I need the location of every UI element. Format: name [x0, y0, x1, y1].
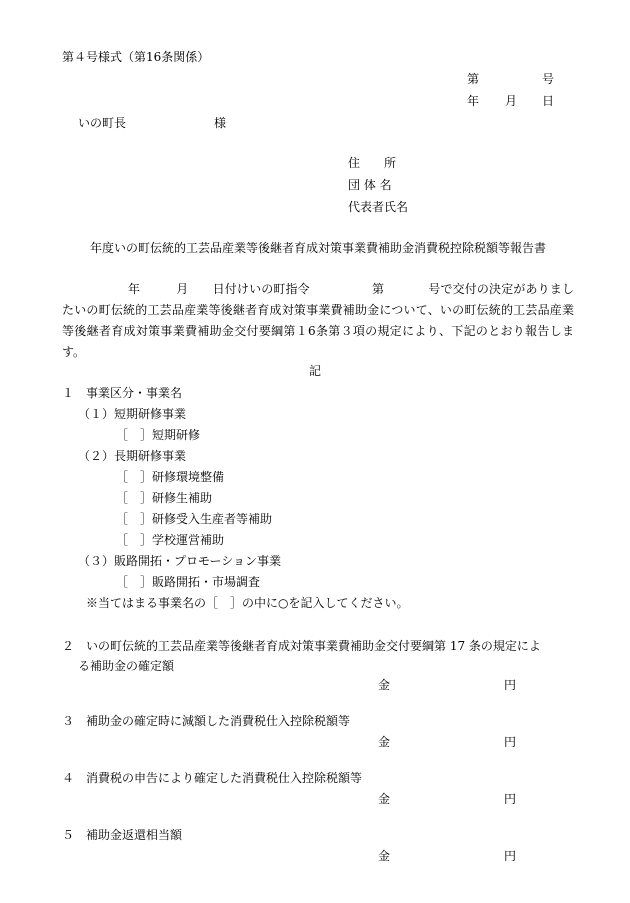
section5-amount-kin: 金 — [378, 849, 391, 863]
body-rest: 号で交付の決定がありましたいの町伝統的工芸品産業等後継者育成対策事業費補助金について、いの町伝統的工芸品産業等後継者育成対策事業費補助金交付要綱第１6条第３項の規定により、下記のとおり報告します。 — [62, 282, 574, 359]
date-month: 月 — [505, 94, 518, 108]
section1-note: ※当てはまる事業名の［ ］の中に○を記入してください。 — [86, 596, 409, 610]
section3-amount-yen: 円 — [504, 735, 517, 749]
body-paragraph — [62, 279, 574, 363]
date-day: 日 — [542, 94, 555, 108]
doc-number-go: 号 — [542, 72, 555, 86]
section1-item-producer-aid: ［ ］研修受入生産者等補助 — [116, 512, 273, 526]
address-label: 住 所 — [348, 156, 397, 170]
section1-category-1: （１）短期研修事業 — [78, 407, 187, 421]
section2-amount-yen: 円 — [504, 678, 517, 692]
ki-heading: 記 — [309, 364, 322, 378]
section2-heading-line2: る補助金の確定額 — [78, 659, 175, 673]
section1-item-trainee-aid: ［ ］研修生補助 — [116, 491, 213, 505]
section3-amount-kin: 金 — [378, 735, 391, 749]
date-year: 年 — [467, 94, 480, 108]
section1-category-3: （３）販路開拓・プロモーション事業 — [78, 554, 282, 568]
section2-heading-line1: ２ いの町伝統的工芸品産業等後継者育成対策事業費補助金交付要綱第 17 条の規定によ — [62, 639, 541, 653]
body-date-ref: 日付けいの町指令 — [212, 282, 310, 296]
section5-amount-yen: 円 — [504, 849, 517, 863]
representative-label: 代表者氏名 — [348, 200, 409, 214]
section1-item-environment: ［ ］研修環境整備 — [116, 470, 225, 484]
section4-amount-kin: 金 — [378, 792, 391, 806]
body-dai: 第 — [371, 282, 385, 296]
section4-heading: ４ 消費税の申告により確定した消費税仕入控除税額等 — [62, 771, 363, 785]
addressee-honorific: 様 — [214, 116, 227, 130]
form-number: 第４号様式（第16条関係） — [62, 50, 210, 64]
section3-heading: ３ 補助金の確定時に減額した消費税仕入控除税額等 — [62, 714, 351, 728]
section5-heading: ５ 補助金返還相当額 — [62, 828, 183, 842]
section1-item-short-training: ［ ］短期研修 — [116, 428, 201, 442]
doc-number-dai: 第 — [467, 72, 480, 86]
section1-item-market: ［ ］販路開拓・市場調査 — [116, 575, 261, 589]
section1-heading: １ 事業区分・事業名 — [62, 386, 183, 400]
addressee-name: いの町長 — [78, 116, 127, 130]
body-year: 年 — [128, 282, 141, 296]
section1-item-school: ［ ］学校運営補助 — [116, 533, 225, 547]
section1-category-2: （２）長期研修事業 — [78, 449, 187, 463]
body-month: 月 — [176, 282, 189, 296]
section2-amount-kin: 金 — [378, 678, 391, 692]
document-title: 年度いの町伝統的工芸品産業等後継者育成対策事業費補助金消費税控除税額等報告書 — [90, 241, 547, 255]
organization-label: 団 体 名 — [348, 178, 392, 192]
section4-amount-yen: 円 — [504, 792, 517, 806]
